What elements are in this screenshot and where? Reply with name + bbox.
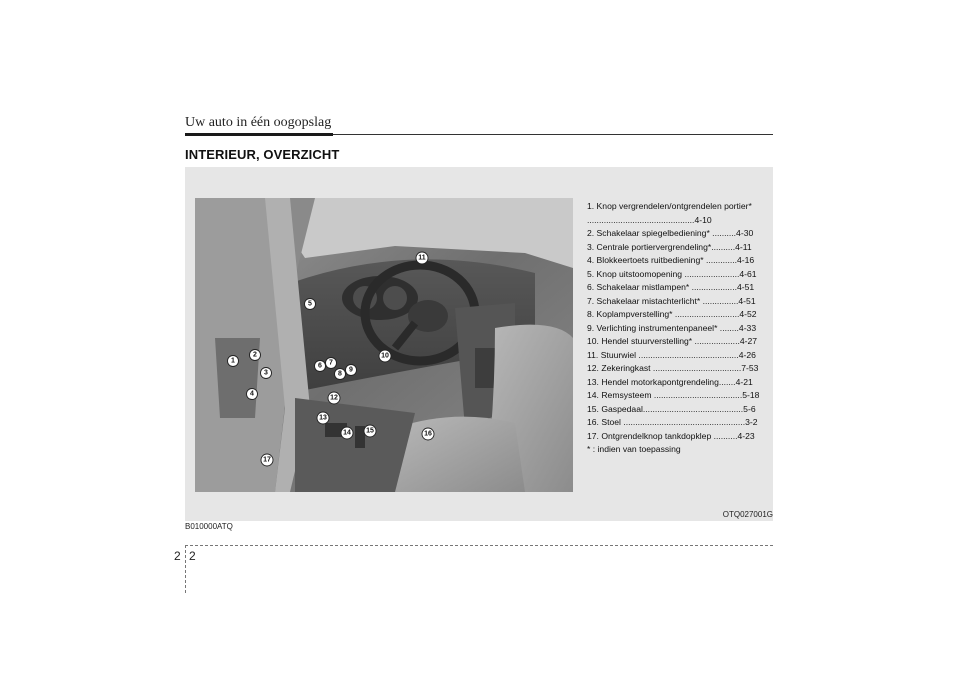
legend-item: 8. Koplampverstelling* ...........................4-52 [587, 309, 757, 319]
legend-item: 10. Hendel stuurverstelling* ...................4-27 [587, 336, 758, 346]
callout-16 [422, 428, 434, 440]
svg-text:2: 2 [253, 351, 257, 359]
legend-item: 12. Zekeringkast .....................................7-53 [587, 363, 759, 373]
svg-text:11: 11 [418, 254, 426, 262]
callout-12 [328, 392, 340, 404]
legend-note: * : indien van toepassing [587, 444, 681, 454]
callout-14 [341, 427, 353, 439]
legend-item: 15. Gaspedaal..........................................5-6 [587, 403, 756, 414]
interior-photo [195, 198, 573, 492]
svg-text:6: 6 [318, 362, 322, 370]
footer-vertical-rule [185, 545, 186, 593]
footer-rule [185, 545, 773, 546]
svg-text:15: 15 [366, 427, 374, 435]
legend-item: 7. Schakelaar mistachterlicht* ...............4-51 [587, 295, 756, 306]
callout-2 [250, 350, 261, 361]
image-code: B010000ATQ [185, 522, 233, 531]
svg-text:17: 17 [263, 456, 271, 464]
callout-8 [335, 369, 346, 380]
callout-7 [326, 358, 337, 369]
legend-list [587, 200, 767, 457]
svg-text:1: 1 [231, 357, 235, 365]
svg-text:13: 13 [319, 414, 327, 422]
svg-text:3: 3 [264, 369, 268, 377]
header-rule-thin [333, 134, 773, 135]
legend-item: 2. Schakelaar spiegelbediening* ..........4-30 [587, 228, 754, 238]
callout-10 [379, 350, 391, 362]
svg-text:16: 16 [424, 430, 432, 438]
callout-6 [315, 361, 326, 372]
legend-item: 14. Remsysteem .....................................5-18 [587, 390, 760, 400]
svg-text:9: 9 [349, 366, 353, 374]
svg-text:4: 4 [250, 390, 254, 398]
legend-item: 5. Knop uitstoomopening .......................4-61 [587, 268, 757, 279]
legend-item: 9. Verlichting instrumentenpaneel* ........4-33 [587, 322, 757, 333]
svg-text:14: 14 [343, 429, 351, 437]
header-rule-thick [185, 133, 333, 136]
legend-item: 11. Stuurwiel ..........................................4-26 [587, 349, 756, 360]
interior-illustration [195, 198, 573, 492]
legend-item: 3. Centrale portiervergrendeling*..........4-11 [587, 241, 752, 252]
legend-item: 16. Stoel ...................................................3-2 [587, 417, 758, 427]
callout-15 [364, 425, 376, 437]
legend-item: 6. Schakelaar mistlampen* ...................4-51 [587, 282, 755, 292]
callout-1 [228, 356, 239, 367]
callout-17 [261, 454, 273, 466]
svg-text:8: 8 [338, 370, 342, 378]
callout-13 [317, 412, 329, 424]
legend-item: 13. Hendel motorkapontgrendeling.......4-21 [587, 376, 753, 387]
chapter-title: Uw auto in één oogopslag [185, 115, 332, 130]
section-title: INTERIEUR, OVERZICHT [185, 147, 340, 162]
callout-4 [247, 389, 258, 400]
page-chapter-number: 2 [174, 549, 181, 563]
page-number: 2 [189, 549, 196, 563]
svg-text:10: 10 [381, 352, 389, 360]
callout-5 [305, 299, 316, 310]
legend-item: 4. Blokkeertoets ruitbediening* .............4-16 [587, 255, 755, 265]
callout-11 [416, 252, 428, 264]
legend-item: 17. Ontgrendelknop tankdopklep ..........4-23 [587, 430, 755, 441]
svg-text:7: 7 [329, 359, 333, 367]
callout-9 [346, 365, 357, 376]
svg-text:12: 12 [330, 394, 338, 402]
svg-text:5: 5 [308, 300, 312, 308]
callout-3 [261, 368, 272, 379]
legend-item: 1. Knop vergrendelen/ontgrendelen portier* .............................................4-10 [587, 201, 752, 225]
figure-code: OTQ027001G [722, 510, 773, 519]
